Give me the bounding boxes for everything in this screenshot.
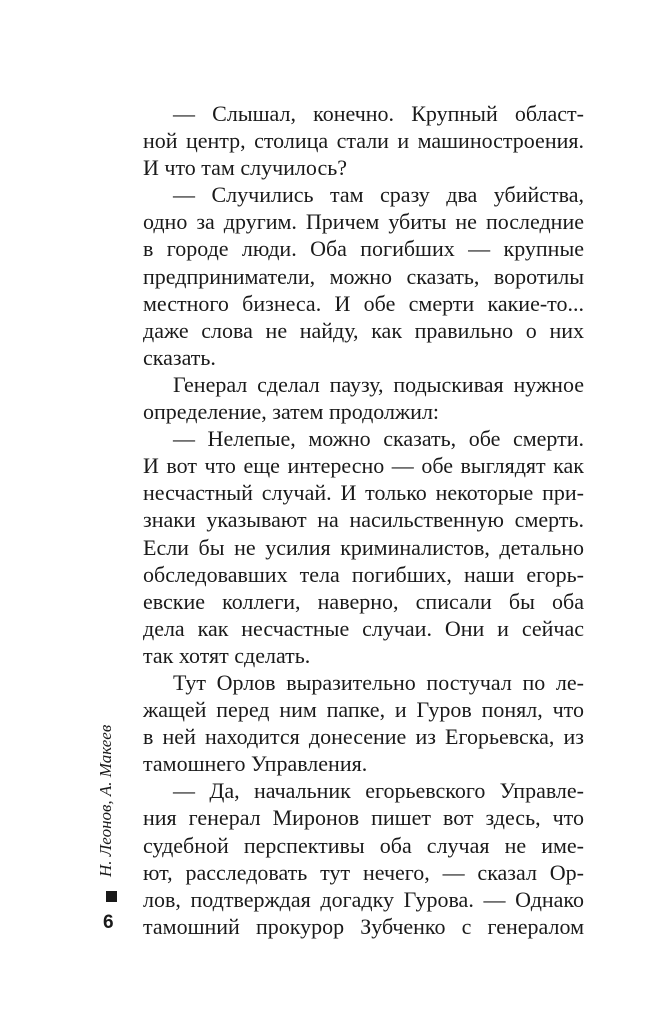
- text-line: предприниматели, можно сказать, воротилы: [143, 263, 584, 289]
- text-line: И вот что еще интересно — обе выглядят как: [143, 453, 584, 479]
- body-text: [143, 100, 584, 940]
- text-line: Генерал сделал паузу, подыскивая нужное: [173, 371, 584, 397]
- text-line: ют, расследовать тут нечего, — сказал Ор-: [143, 859, 584, 885]
- text-line: даже слова не найду, как правильно о них: [143, 317, 584, 343]
- text-line: — Нелепые, можно сказать, обе смерти.: [173, 426, 584, 452]
- text-line: несчастный случай. И только некоторые при-: [143, 480, 584, 506]
- text-line: тамошний прокурор Зубченко с генералом: [143, 913, 584, 939]
- text-line: Тут Орлов выразительно постучал по ле-: [173, 669, 584, 695]
- running-head-marker: [106, 891, 117, 902]
- text-line: сказать.: [143, 344, 216, 370]
- text-line: Если бы не усилия криминалистов, детально: [143, 534, 584, 560]
- page-number: 6: [103, 912, 114, 933]
- text-line: евские коллеги, наверно, списали бы оба: [143, 588, 584, 614]
- text-line: судебной перспективы оба случая не име-: [143, 832, 584, 858]
- text-line: И что там случилось?: [143, 155, 348, 181]
- text-line: ния генерал Миронов пишет вот здесь, что: [143, 805, 584, 831]
- text-line: тамошнего Управления.: [143, 751, 368, 777]
- text-line: лов, подтверждая догадку Гурова. — Однако: [143, 886, 584, 912]
- text-line: жащей перед ним папке, и Гуров понял, что: [143, 697, 584, 723]
- text-line: — Случились там сразу два убийства,: [173, 182, 584, 208]
- running-head-author: Н. Леонов, А. Макеев: [96, 724, 115, 877]
- text-line: так хотят сделать.: [143, 642, 311, 668]
- text-line: дела как несчастные случаи. Они и сейчас: [143, 615, 584, 641]
- text-line: — Слышал, конечно. Крупный област-: [173, 101, 584, 126]
- text-line: определение, затем продолжил:: [143, 399, 440, 425]
- text-line: одно за другим. Причем убиты не последние: [143, 209, 584, 235]
- text-line: в ней находится донесение из Егорьевска, из: [143, 724, 584, 750]
- text-line: ной центр, столица стали и машиностроения.: [143, 128, 584, 154]
- text-line: в городе люди. Оба погибших — крупные: [143, 236, 584, 262]
- text-line: обследовавших тела погибших, наши егорь-: [143, 561, 584, 587]
- text-line: — Да, начальник егорьевского Управле-: [173, 778, 584, 804]
- text-line: местного бизнеса. И обе смерти какие-то...: [143, 290, 584, 316]
- text-line: знаки указывают на насильственную смерть.: [143, 507, 584, 533]
